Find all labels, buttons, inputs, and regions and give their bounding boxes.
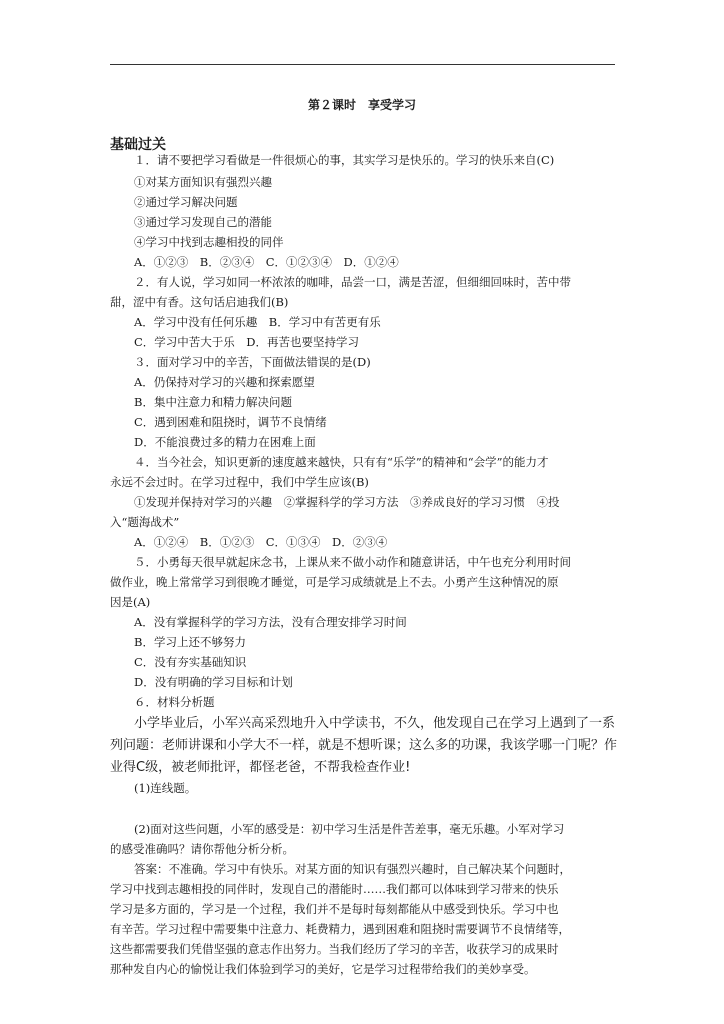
q4-options: A．①②④ B．①②③ C．①③④ D．②③④: [134, 535, 388, 549]
q6-sub2-2: 的感受准确吗？请你帮他分析分析。: [110, 842, 294, 856]
q1-item-4: ④学习中找到志趣相投的同伴: [134, 235, 284, 249]
q4-stem-1: ４．当今社会，知识更新的速度越来越快，只有有“乐学”的精神和“会学”的能力才: [134, 455, 549, 469]
section-heading: 基础过关: [110, 137, 166, 153]
q6-sub2-1: (2)面对这些问题，小军的感受是：初中学习生活是件苦差事，毫无乐趣。小军对学习: [134, 822, 565, 836]
q1-item-2: ②通过学习解决问题: [134, 195, 238, 209]
q5-option-c: C．没有夯实基础知识: [134, 655, 247, 669]
answer-line-2: 学习中找到志趣相投的同伴时，发现自己的潜能时……我们都可以体味到学习带来的快乐: [110, 882, 559, 896]
answer-line-1: 答案：不准确。学习中有快乐。对某方面的知识有强烈兴趣时，自己解决某个问题时，: [134, 862, 571, 876]
answer-line-5: 这些都需要我们凭借坚强的意志作出努力。当我们经历了学习的辛苦，收获学习的成果时: [110, 942, 559, 956]
answer-line-6: 那种发自内心的愉悦让我们体验到学习的美好，它是学习过程带给我们的美妙享受。: [110, 962, 536, 976]
q3-option-c: C．遇到困难和阻挠时，调节不良情绪: [134, 415, 327, 429]
q2-stem-2: 甜，涩中有香。这句话启迪我们(B): [110, 295, 289, 309]
q6-material-1: 小学毕业后，小军兴高采烈地升入中学读书，不久，他发现自己在学习上遇到了一系: [134, 716, 616, 731]
q5-stem-3: 因是(A): [110, 595, 151, 609]
q3-option-d: D．不能浪费过多的精力在困难上面: [134, 435, 316, 449]
q5-stem-2: 做作业，晚上常常学习到很晚才睡觉，可是学习成绩就是上不去。小勇产生这种情况的原: [110, 575, 559, 589]
q2-options-2: C．学习中苦大于乐 D．再苦也要坚持学习: [134, 335, 360, 349]
header-rule: [110, 64, 615, 65]
lesson-title: 第２课时 享受学习: [307, 98, 416, 112]
q1-options: A．①②③ B．②③④ C．①②③④ D．①②④: [134, 255, 399, 269]
q6-sub1: (1)连线题。: [134, 781, 197, 795]
answer-line-4: 有辛苦。学习过程中需要集中注意力、耗费精力，遇到困难和阻挠时需要调节不良情绪等，: [110, 922, 570, 936]
q1-stem: １．请不要把学习看做是一件很烦心的事，其实学习是快乐的。学习的快乐来自(C): [134, 153, 555, 167]
q5-option-a: A．没有掌握科学的学习方法，没有合理安排学习时间: [134, 615, 407, 629]
q2-options-1: A．学习中没有任何乐趣 B．学习中有苦更有乐: [134, 315, 381, 329]
q6-material-3: 业得C级，被老师批评，都怪老爸，不帮我检查作业!: [110, 760, 411, 775]
q1-item-1: ①对某方面知识有强烈兴趣: [134, 175, 272, 189]
q3-stem: ３．面对学习中的辛苦，下面做法错误的是(D): [134, 355, 371, 369]
q4-items-2: 入“题海战术”: [110, 515, 180, 529]
q3-option-a: A．仍保持对学习的兴趣和探索愿望: [134, 375, 315, 389]
q6-material-2: 列问题：老师讲课和小学大不一样，就是不想听课；这么多的功课，我该学哪一门呢？作: [110, 738, 618, 753]
q5-option-b: B．学习上还不够努力: [134, 635, 246, 649]
q4-items-1: ①发现并保持对学习的兴趣 ②掌握科学的学习方法 ③养成良好的学习习惯 ④投: [134, 495, 560, 509]
answer-line-3: 学习是多方面的，学习是一个过程，我们并不是每时每刻都能从中感受到快乐。学习中也: [110, 902, 559, 916]
q2-stem-1: ２．有人说，学习如同一杯浓浓的咖啡，品尝一口，满是苦涩，但细细回味时，苦中带: [134, 275, 571, 289]
q5-option-d: D．没有明确的学习目标和计划: [134, 675, 293, 689]
q1-item-3: ③通过学习发现自己的潜能: [134, 215, 272, 229]
q5-stem-1: ５．小勇每天很早就起床念书，上课从来不做小动作和随意讲话，中午也充分利用时间: [134, 555, 571, 569]
q4-stem-2: 永远不会过时。在学习过程中，我们中学生应该(B): [110, 475, 369, 489]
q3-option-b: B．集中注意力和精力解决问题: [134, 395, 292, 409]
q6-stem: ６．材料分析题: [134, 695, 215, 709]
